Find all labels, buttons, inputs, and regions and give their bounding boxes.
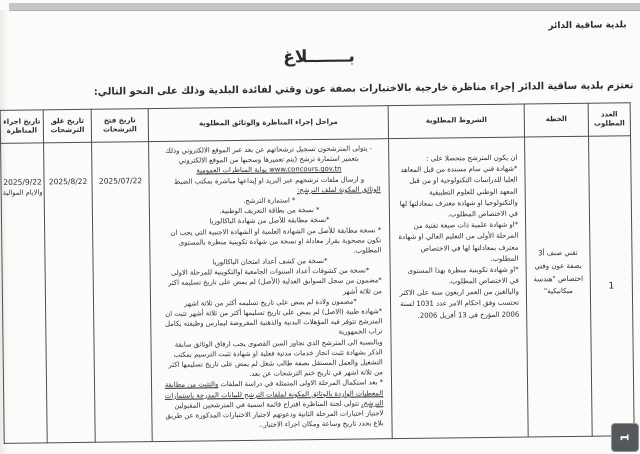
stages-final-paragraph — [160, 378, 384, 432]
cell-open-date — [92, 142, 153, 443]
col-header-stages: مراحل إجراء المناظرة والوثائق المطلوبة — [148, 106, 388, 142]
docs-heading: الوثائق المكونة لملف الترشح: — [297, 185, 381, 195]
col-header-plan: الخطة — [524, 103, 588, 137]
municipality-name: بلدية ساقية الدائر — [548, 20, 627, 32]
exam-date-value: 2025/9/22 — [3, 177, 42, 187]
doc-item: * نسخة مطابقة للأصل من الشهادة العلمية او الشهادة الاجنبية التي يجب ان تكون مصحوبة بقرار معادلة او نسخة من شهادة تكوينية منظرة بالمستوى المطلوب. — [170, 225, 382, 255]
doc-item: *نسخة مطابقة للأصل من شهادة الباكالوريا — [209, 216, 330, 226]
cell-conditions — [389, 137, 529, 439]
doc-item: *نسخة من كشف أعداد امتحان الباكالوريا — [212, 256, 328, 267]
announcement-title: بـــــــلاغ — [283, 46, 355, 68]
doc-item: *مضمون ولادة لم يمض على تاريخ تسليمه أكثر من ثلاثة اشهر — [184, 297, 357, 308]
exam-date-note: والايام الموالية — [2, 188, 43, 197]
doc-item: *مضمون من سجل السوابق العدلية (الأصل) لم يمض على تاريخ تسليمه اكثر من ثلاثة أشهر — [168, 276, 382, 296]
final-post: تتولى لجنة المناظرة اقتراح قائمة اسمية في المترشحين المقبولين لاجتياز اختبارات المرحلة الثانية ودعوتهم لاجتياز الاختبارات المذكورة عن طريق بلاغ يحدد تاريخ وساعة ومكان اجراء الاختبار.. — [165, 399, 384, 429]
col-header-conditions: الشروط المطلوبة — [388, 104, 524, 139]
condition-line: ان يكون المترشح متحصلا على : — [426, 153, 518, 163]
doc-item: * نسخة من بطاقة التعريف الوطنية. — [219, 206, 320, 216]
condition-line: *او شهادة تكوينية منظرة بهذا المستوى في الاختصاص المطلوب. — [407, 265, 519, 286]
announcement-intro: تعتزم بلدية ساقية الدائر إجراء مناظرة خارجية بالاختبارات بصفة عون وقتي لفائدة البلدية وذلك على النحو التالي: — [93, 80, 634, 98]
portal-url-line: www.concours.gov.tn بوابة المناظرات العمومية — [196, 165, 342, 175]
col-header-exam-date: تاريخ اجراء المناظرة — [0, 110, 43, 144]
stages-intro: - يتولى المترشحون تسجيل ترشحاتهم عن بعد عبر الموقع الالكتروني وذلك بتعمير استمارة ترشح (يتم تعميرها وسحبها من الموقع الالكتروني — [165, 144, 373, 165]
page-number-label: 1 — [618, 433, 632, 442]
final-pre: * بعد استكمال المرحلة الاولى المتمثلة في دراسة الملفات — [218, 378, 384, 389]
cell-plan: تقني صنف أ3 بصفة عون وقتي اختصاص "هندسة ميكانيكية" — [525, 136, 593, 437]
col-header-close-date: تاريخ غلق الترشحات — [43, 109, 91, 143]
doc-item: *شهادة طبية (الاصل) لم يمض على تاريخ تسليمها أكثر من ثلاثة أشهر تثبت ان المترشح تتوفر فيه المؤهلات البدنية والذهنية المفروضة ليمارس وظيفته بكامل تراب الجمهورية — [165, 307, 383, 337]
doc-item: وبالنسبة الى المترشح الذي تجاوز السن القصوى يجب ارفاق الوثائق سابقة الذكر بشهادة تثبت انجاز خدمات مدنية فعلية او شهادة تثبت الترسيم بمكتب التشغيل والعمل المستقل بصفة طالب شغل لم يمض على تاريخ تسليمها اكثر من ثلاثة اشهر في تاريخ ختم الترشحات عن بعد. — [168, 337, 383, 379]
condition-line: والبالغين من العمر اربعون سنة على الاكثر تحتسب وفق احكام الامر عدد 1031 لسنة 2006 المؤرخ في 13 أفريل 2006. — [399, 287, 520, 320]
doc-item: *نسخة من كشوفات أعداد السنوات الجامعية اوالتكوينية للمرحلة الاولى — [170, 266, 370, 278]
col-header-open-date: تاريخ فتح الترشحات — [91, 109, 148, 143]
condition-line: *او شهادة علمية ذات صبغة تقنية من المرحلة الأولى من التعليم العالي او شهادة معترف بمعادلتها لها في الاختصاص المطلوب. — [398, 220, 519, 263]
open-date-value: 2025/07/22 — [98, 176, 143, 186]
close-date-value: 2025/8/22 — [48, 176, 88, 187]
cell-exam-date — [1, 143, 48, 444]
cell-required-count: 1 — [589, 136, 635, 436]
final-underlined: والتثبت من مطابقة المعطيات الواردة بالوثائق المكونة لملفات الترشح للبيانات المدرجة باستمارات الترشح، — [164, 380, 384, 408]
cell-close-date — [44, 142, 96, 443]
stages-send-line: و ارسال ملفات ترشحهم عبر البريد او إيداعها مباشرة بمكتب الضبط — [173, 175, 365, 186]
table-row — [1, 136, 635, 444]
cell-stages — [149, 139, 393, 442]
condition-line: *شهادة فني سام مسندة من قبل المعاهد العليا للدراسات التكنولوجية او من قبل المعهد الوطني للعلوم التطبيقية والتكنولوجيا او شهادة معترف بمعادلتها لها في الاختصاص المطلوب. — [399, 164, 519, 219]
announcement-table — [0, 102, 635, 444]
col-header-count: العدد المطلوب — [588, 103, 630, 137]
page-number-badge[interactable] — [611, 423, 639, 452]
doc-item: * استمارة الترشح. — [243, 196, 296, 205]
